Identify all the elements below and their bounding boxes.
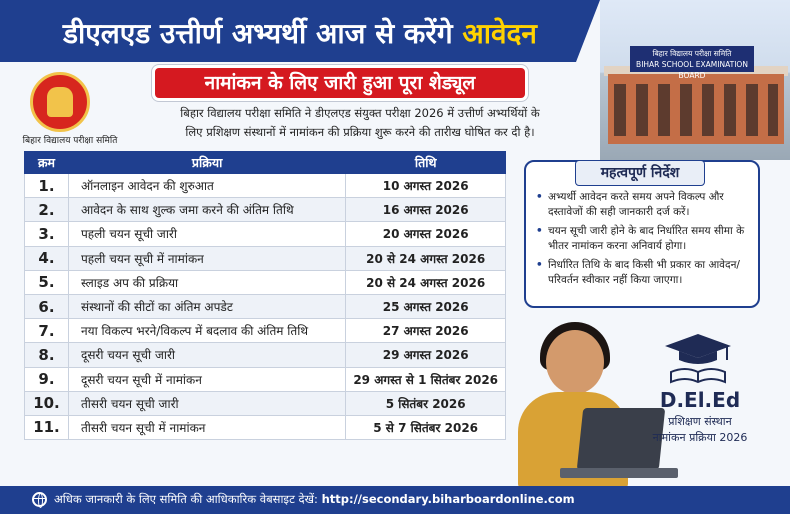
row-date: 29 अगस्त से 1 सितंबर 2026 <box>346 367 506 391</box>
header-process: प्रक्रिया <box>68 152 345 174</box>
footer-text <box>54 492 575 507</box>
row-date: 20 से 24 अगस्त 2026 <box>346 246 506 270</box>
headline-part2: उत्तीर्ण अभ्यर्थी आज से करेंगे <box>159 17 453 50</box>
logo-caption: बिहार विद्यालय परीक्षा समिति <box>22 136 118 146</box>
building-sign-line1: बिहार विद्यालय परीक्षा समिति <box>652 49 732 58</box>
row-date: 20 अगस्त 2026 <box>346 222 506 246</box>
headline <box>0 14 600 52</box>
table-row <box>25 270 506 294</box>
header-serial: क्रम <box>25 152 69 174</box>
row-process: स्लाइड अप की प्रक्रिया <box>68 270 345 294</box>
row-process: तीसरी चयन सूची जारी <box>68 391 345 415</box>
row-date: 27 अगस्त 2026 <box>346 319 506 343</box>
schedule-table <box>24 151 506 440</box>
intro-text <box>130 104 590 142</box>
graduation-cap-book-icon <box>663 332 733 384</box>
row-serial: 3. <box>25 222 69 246</box>
table-row <box>25 294 506 318</box>
building-windows <box>614 84 778 136</box>
subtitle-banner: नामांकन के लिए जारी हुआ पूरा शेड्यूल <box>155 68 525 98</box>
table-row <box>25 222 506 246</box>
row-serial: 2. <box>25 198 69 222</box>
row-process: पहली चयन सूची जारी <box>68 222 345 246</box>
table-row <box>25 198 506 222</box>
header-date: तिथि <box>346 152 506 174</box>
row-process: आवेदन के साथ शुल्क जमा करने की अंतिम तिथि <box>68 198 345 222</box>
globe-icon <box>32 492 47 507</box>
footer-label: अधिक जानकारी के लिए समिति की आधिकारिक वेबसाइट देखें: <box>54 492 318 506</box>
deled-subtitle-1: प्रशिक्षण संस्थान <box>668 415 732 428</box>
row-date: 29 अगस्त 2026 <box>346 343 506 367</box>
table-row <box>25 246 506 270</box>
row-serial: 7. <box>25 319 69 343</box>
footer <box>0 486 790 514</box>
row-process: नया विकल्प भरने/विकल्प में बदलाव की अंतिम तिथि <box>68 319 345 343</box>
headline-part1: डीएलएड <box>63 17 151 50</box>
row-serial: 5. <box>25 270 69 294</box>
website-link[interactable]: http://secondary.biharboardonline.com <box>321 492 575 506</box>
row-process: तीसरी चयन सूची में नामांकन <box>68 415 345 439</box>
row-serial: 11. <box>25 415 69 439</box>
instructions-title: महत्वपूर्ण निर्देश <box>575 160 705 186</box>
building-sign <box>630 46 754 80</box>
row-process: पहली चयन सूची में नामांकन <box>68 246 345 270</box>
instruction-item: • चयन सूची जारी होने के बाद निर्धारित समय सीमा के भीतर नामांकन करना अनिवार्य होगा। <box>536 224 756 254</box>
row-process: दूसरी चयन सूची जारी <box>68 343 345 367</box>
instructions-list <box>536 190 756 292</box>
building-sign-line2: BIHAR SCHOOL EXAMINATION BOARD <box>636 60 748 80</box>
intro-line1: बिहार विद्यालय परीक्षा समिति ने डीएलएड संयुक्त परीक्षा 2026 में उत्तीर्ण अभ्यर्थियों के <box>180 106 540 120</box>
table-row <box>25 343 506 367</box>
row-serial: 1. <box>25 174 69 198</box>
row-date: 20 से 24 अगस्त 2026 <box>346 270 506 294</box>
intro-line2: लिए प्रशिक्षण संस्थानों में नामांकन की प्रक्रिया शुरू करने की तारीख घोषित कर दी है। <box>185 125 535 139</box>
bseb-logo-icon <box>30 72 90 132</box>
logo-emblem <box>47 87 73 117</box>
row-date: 25 अगस्त 2026 <box>346 294 506 318</box>
row-date: 10 अगस्त 2026 <box>346 174 506 198</box>
student-face <box>546 330 604 394</box>
headline-part3: आवेदन <box>462 17 537 50</box>
instructions-box <box>524 160 760 308</box>
building-photo <box>600 0 790 160</box>
row-process: ऑनलाइन आवेदन की शुरुआत <box>68 174 345 198</box>
deled-title: D.El.Ed <box>659 388 741 412</box>
table-header-row <box>25 152 506 174</box>
table-row <box>25 367 506 391</box>
deled-subtitle-2: नामांकन प्रक्रिया 2026 <box>652 431 748 444</box>
row-date: 5 से 7 सितंबर 2026 <box>346 415 506 439</box>
instruction-item: • निर्धारित तिथि के बाद किसी भी प्रकार का आवेदन/परिवर्तन स्वीकार नहीं किया जाएगा। <box>536 258 756 288</box>
row-process: दूसरी चयन सूची में नामांकन <box>68 367 345 391</box>
laptop-base <box>560 468 678 478</box>
row-serial: 4. <box>25 246 69 270</box>
row-date: 16 अगस्त 2026 <box>346 198 506 222</box>
row-process: संस्थानों की सीटों का अंतिम अपडेट <box>68 294 345 318</box>
table-row <box>25 415 506 439</box>
instruction-item: • अभ्यर्थी आवेदन करते समय अपने विकल्प और दस्तावेजों की सही जानकारी दर्ज करें। <box>536 190 756 220</box>
table-row <box>25 391 506 415</box>
row-serial: 6. <box>25 294 69 318</box>
row-serial: 8. <box>25 343 69 367</box>
row-serial: 10. <box>25 391 69 415</box>
table-row <box>25 174 506 198</box>
row-date: 5 सितंबर 2026 <box>346 391 506 415</box>
row-serial: 9. <box>25 367 69 391</box>
table-row <box>25 319 506 343</box>
